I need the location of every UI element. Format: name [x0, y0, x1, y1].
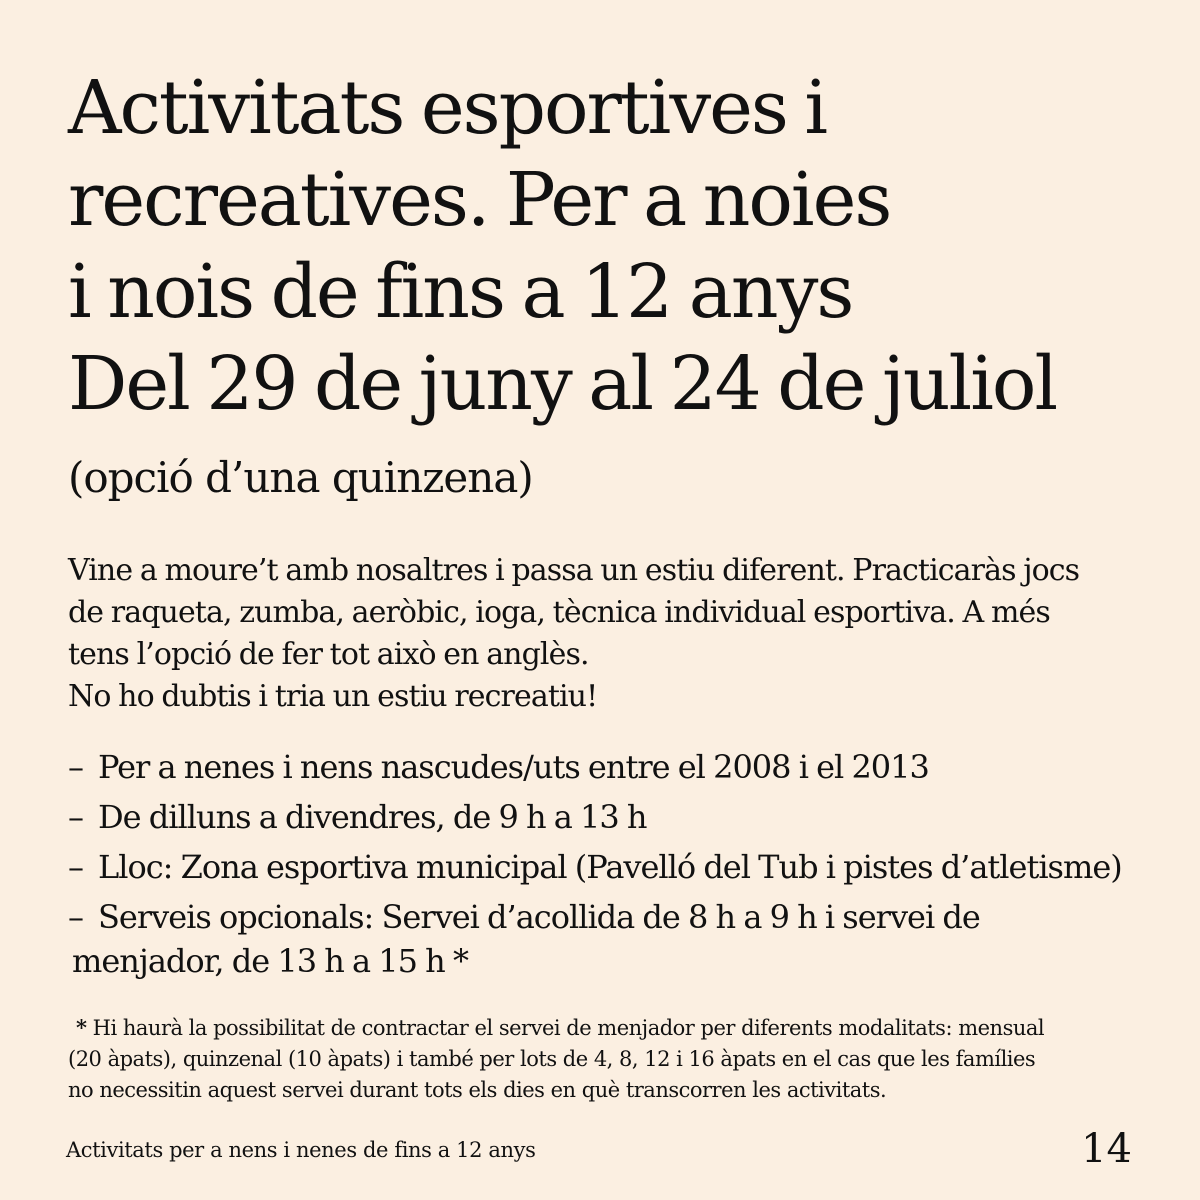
list-item: [68, 845, 1178, 889]
dash-marker: –: [68, 798, 83, 836]
footnote: [68, 1012, 1148, 1106]
running-footer: Activitats per a nens i nenes de fins a 12 anys: [66, 1138, 536, 1162]
page-number: 14: [1081, 1126, 1132, 1172]
title-line-1: Activitats esportives i: [68, 65, 827, 151]
footnote-line-3: no necessitin aquest servei durant tots els dies en què transcorren les activitats.: [68, 1078, 887, 1102]
footnote-asterisk: *: [76, 1015, 87, 1040]
list-item-text: De dilluns a divendres, de 9 h a 13 h: [98, 798, 647, 836]
list-item-text: Serveis opcionals: Servei d’acollida de 8 h a 9 h i servei de: [98, 898, 980, 936]
dash-marker: –: [68, 748, 83, 786]
footnote-line-2: (20 àpats), quinzenal (10 àpats) i també per lots de 4, 8, 12 i 16 àpats en el cas que les famílies: [68, 1047, 1036, 1071]
title-line-4: Del 29 de juny al 24 de juliol: [68, 341, 1057, 427]
details-list: [68, 745, 1178, 989]
list-item-text: Lloc: Zona esportiva municipal (Pavelló del Tub i pistes d’atletisme): [98, 848, 1122, 886]
dash-marker: –: [68, 898, 83, 936]
page-title: [68, 62, 1178, 430]
dash-marker: –: [68, 848, 83, 886]
list-item: [68, 795, 1178, 839]
intro-line-2: de raqueta, zumba, aeròbic, ioga, tècnica individual esportiva. A més: [68, 595, 1050, 630]
list-item: [68, 745, 1178, 789]
title-line-2: recreatives. Per a noies: [68, 157, 891, 243]
subtitle: (opció d’una quinzena): [68, 453, 533, 502]
title-line-3: i nois de fins a 12 anys: [68, 249, 853, 335]
intro-line-1: Vine a moure’t amb nosaltres i passa un estiu diferent. Practicaràs jocs: [68, 553, 1080, 588]
footnote-line-1-text: Hi haurà la possibilitat de contractar el servei de menjador per diferents modalitats: mensual: [92, 1016, 1045, 1040]
list-item-text: Per a nenes i nens nascudes/uts entre el 2008 i el 2013: [98, 748, 929, 786]
intro-line-4: No ho dubtis i tria un estiu recreatiu!: [68, 679, 598, 714]
list-item: [68, 895, 1178, 983]
intro-paragraph: [68, 550, 1168, 718]
list-item-continuation: menjador, de 13 h a 15 h *: [72, 942, 468, 980]
footnote-line-1: [68, 1012, 1148, 1044]
intro-line-3: tens l’opció de fer tot això en anglès.: [68, 637, 589, 672]
